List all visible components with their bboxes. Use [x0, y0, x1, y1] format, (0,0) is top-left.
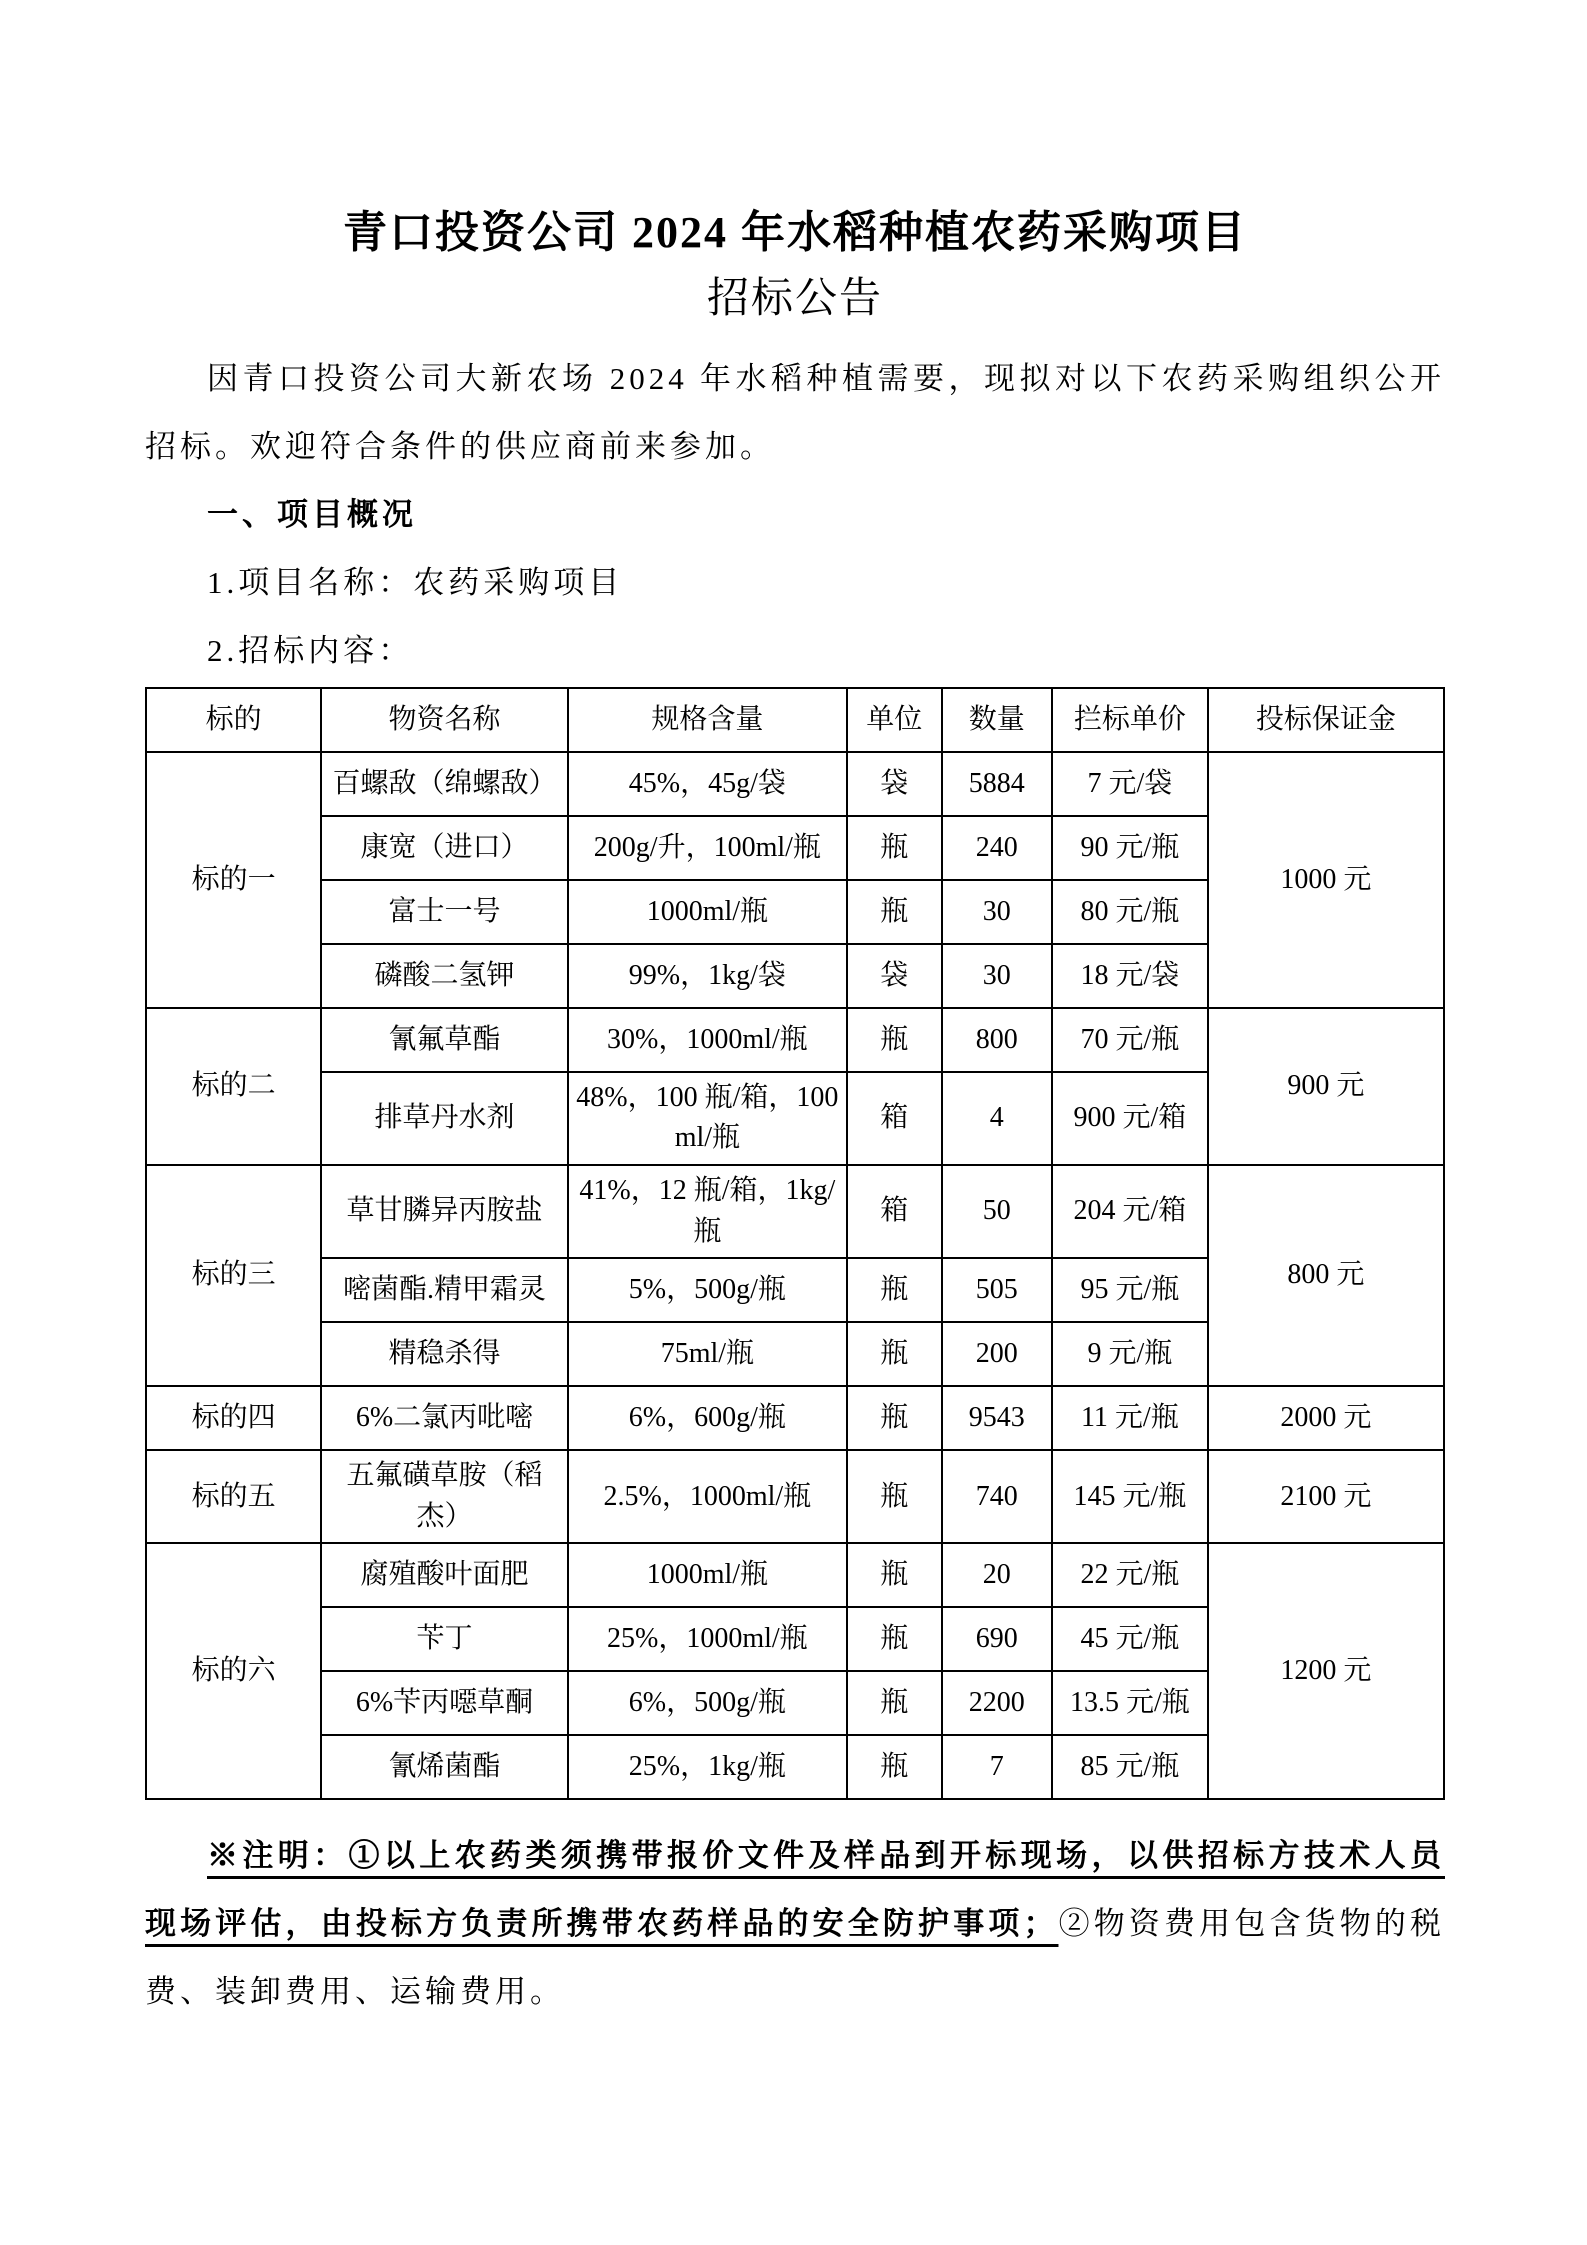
column-header: 数量	[942, 688, 1052, 752]
unit-cell: 袋	[847, 752, 942, 816]
material-name-cell: 氰烯菌酯	[321, 1735, 568, 1799]
price-cell: 18 元/袋	[1052, 944, 1208, 1008]
lot-label-cell: 标的二	[146, 1008, 321, 1165]
quantity-cell: 5884	[942, 752, 1052, 816]
project-name-line: 1.项目名称：农药采购项目	[207, 564, 624, 600]
price-cell: 9 元/瓶	[1052, 1322, 1208, 1386]
lot-label-cell: 标的三	[146, 1165, 321, 1386]
spec-cell: 1000ml/瓶	[568, 880, 847, 944]
column-header: 投标保证金	[1208, 688, 1444, 752]
material-name-cell: 富士一号	[321, 880, 568, 944]
note-paragraph	[145, 1822, 1445, 2026]
quantity-cell: 200	[942, 1322, 1052, 1386]
note-underlined-text: ※注明：①以上农药类须携带报价文件及样品到开标现场，以供招标方技术人员现场评估，由投标方负责所携带农药样品的安全防护事项；	[145, 1838, 1445, 1942]
column-header: 物资名称	[321, 688, 568, 752]
deposit-cell: 1200 元	[1208, 1543, 1444, 1799]
lot-label-cell: 标的四	[146, 1386, 321, 1450]
price-cell: 204 元/箱	[1052, 1165, 1208, 1258]
lot-label-cell: 标的六	[146, 1543, 321, 1799]
quantity-cell: 4	[942, 1072, 1052, 1165]
lot-label-cell: 标的一	[146, 752, 321, 1008]
price-cell: 145 元/瓶	[1052, 1450, 1208, 1543]
deposit-cell: 2100 元	[1208, 1450, 1444, 1543]
quantity-cell: 30	[942, 944, 1052, 1008]
price-cell: 11 元/瓶	[1052, 1386, 1208, 1450]
column-header: 拦标单价	[1052, 688, 1208, 752]
spec-cell: 5%，500g/瓶	[568, 1258, 847, 1322]
intro-paragraph: 因青口投资公司大新农场 2024 年水稻种植需要，现拟对以下农药采购组织公开招标。欢迎符合条件的供应商前来参加。	[145, 360, 1445, 464]
unit-cell: 袋	[847, 944, 942, 1008]
deposit-cell: 800 元	[1208, 1165, 1444, 1386]
quantity-cell: 240	[942, 816, 1052, 880]
unit-cell: 瓶	[847, 1607, 942, 1671]
column-header: 标的	[146, 688, 321, 752]
spec-cell: 6%，600g/瓶	[568, 1386, 847, 1450]
price-cell: 7 元/袋	[1052, 752, 1208, 816]
unit-cell: 瓶	[847, 1450, 942, 1543]
unit-cell: 瓶	[847, 880, 942, 944]
spec-cell: 75ml/瓶	[568, 1322, 847, 1386]
unit-cell: 瓶	[847, 1386, 942, 1450]
quantity-cell: 30	[942, 880, 1052, 944]
table-row	[146, 1008, 1444, 1072]
table-row	[146, 1543, 1444, 1607]
unit-cell: 瓶	[847, 1258, 942, 1322]
section-heading-overview: 一、项目概况	[207, 496, 417, 532]
unit-cell: 瓶	[847, 1735, 942, 1799]
quantity-cell: 7	[942, 1735, 1052, 1799]
deposit-cell: 1000 元	[1208, 752, 1444, 1008]
spec-cell: 200g/升，100ml/瓶	[568, 816, 847, 880]
quantity-cell: 9543	[942, 1386, 1052, 1450]
price-cell: 70 元/瓶	[1052, 1008, 1208, 1072]
spec-cell: 6%，500g/瓶	[568, 1671, 847, 1735]
deposit-cell: 900 元	[1208, 1008, 1444, 1165]
unit-cell: 瓶	[847, 1322, 942, 1386]
unit-cell: 箱	[847, 1072, 942, 1165]
quantity-cell: 690	[942, 1607, 1052, 1671]
quantity-cell: 50	[942, 1165, 1052, 1258]
bid-content-line: 2.招标内容：	[207, 632, 414, 668]
material-name-cell: 五氟磺草胺（稻杰）	[321, 1450, 568, 1543]
spec-cell: 41%，12 瓶/箱，1kg/瓶	[568, 1165, 847, 1258]
quantity-cell: 2200	[942, 1671, 1052, 1735]
deposit-cell: 2000 元	[1208, 1386, 1444, 1450]
spec-cell: 30%，1000ml/瓶	[568, 1008, 847, 1072]
material-name-cell: 腐殖酸叶面肥	[321, 1543, 568, 1607]
material-name-cell: 嘧菌酯.精甲霜灵	[321, 1258, 568, 1322]
material-name-cell: 6%苄丙噁草酮	[321, 1671, 568, 1735]
table-row	[146, 1386, 1444, 1450]
bid-items-table	[145, 687, 1445, 1801]
note-regular-text: ②物资费用包含货物的税费、装卸费用、运输费用。	[145, 1906, 1446, 2010]
unit-cell: 瓶	[847, 1671, 942, 1735]
table-header-row	[146, 688, 1444, 752]
spec-cell: 25%，1000ml/瓶	[568, 1607, 847, 1671]
unit-cell: 瓶	[847, 1543, 942, 1607]
material-name-cell: 百螺敌（绵螺敌）	[321, 752, 568, 816]
material-name-cell: 6%二氯丙吡嘧	[321, 1386, 568, 1450]
price-cell: 22 元/瓶	[1052, 1543, 1208, 1607]
unit-cell: 箱	[847, 1165, 942, 1258]
quantity-cell: 20	[942, 1543, 1052, 1607]
price-cell: 45 元/瓶	[1052, 1607, 1208, 1671]
material-name-cell: 草甘膦异丙胺盐	[321, 1165, 568, 1258]
spec-cell: 45%，45g/袋	[568, 752, 847, 816]
spec-cell: 1000ml/瓶	[568, 1543, 847, 1607]
material-name-cell: 苄丁	[321, 1607, 568, 1671]
material-name-cell: 氰氟草酯	[321, 1008, 568, 1072]
table-row	[146, 752, 1444, 816]
quantity-cell: 800	[942, 1008, 1052, 1072]
material-name-cell: 排草丹水剂	[321, 1072, 568, 1165]
price-cell: 13.5 元/瓶	[1052, 1671, 1208, 1735]
price-cell: 95 元/瓶	[1052, 1258, 1208, 1322]
page-title: 青口投资公司 2024 年水稻种植农药采购项目	[343, 208, 1247, 257]
column-header: 单位	[847, 688, 942, 752]
price-cell: 900 元/箱	[1052, 1072, 1208, 1165]
price-cell: 90 元/瓶	[1052, 816, 1208, 880]
table-row	[146, 1165, 1444, 1258]
price-cell: 85 元/瓶	[1052, 1735, 1208, 1799]
spec-cell: 99%，1kg/袋	[568, 944, 847, 1008]
material-name-cell: 精稳杀得	[321, 1322, 568, 1386]
table-body	[146, 752, 1444, 1800]
page-subtitle: 招标公告	[706, 275, 883, 322]
price-cell: 80 元/瓶	[1052, 880, 1208, 944]
material-name-cell: 磷酸二氢钾	[321, 944, 568, 1008]
quantity-cell: 505	[942, 1258, 1052, 1322]
table-row	[146, 1450, 1444, 1543]
lot-label-cell: 标的五	[146, 1450, 321, 1543]
spec-cell: 2.5%，1000ml/瓶	[568, 1450, 847, 1543]
material-name-cell: 康宽（进口）	[321, 816, 568, 880]
spec-cell: 48%，100 瓶/箱，100ml/瓶	[568, 1072, 847, 1165]
unit-cell: 瓶	[847, 816, 942, 880]
quantity-cell: 740	[942, 1450, 1052, 1543]
unit-cell: 瓶	[847, 1008, 942, 1072]
column-header: 规格含量	[568, 688, 847, 752]
spec-cell: 25%，1kg/瓶	[568, 1735, 847, 1799]
